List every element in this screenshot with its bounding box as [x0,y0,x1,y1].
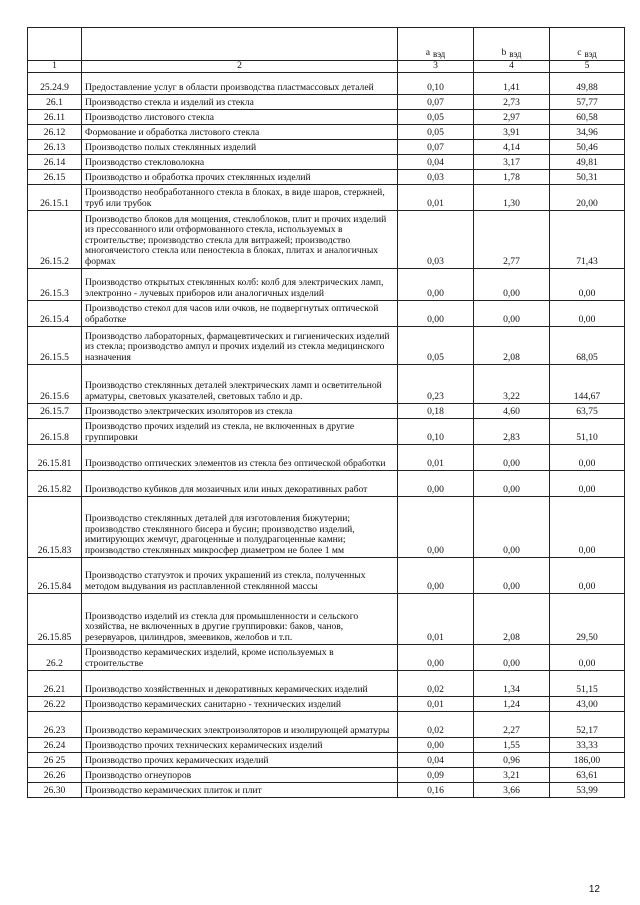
row-name: Производство статуэток и прочих украшений из стекла, полученных методом выдувания из расплавленной стеклянной массы [82,557,398,593]
row-c-value: 52,17 [550,711,625,737]
column-number: 5 [550,61,625,73]
row-b-value: 0,96 [474,752,550,767]
row-b-value: 1,30 [474,184,550,210]
row-name: Производство оптических элементов из стекла без оптической обработки [82,444,398,470]
row-a-value: 0,04 [398,154,474,169]
row-a-value: 0,02 [398,670,474,696]
table-body [28,72,625,797]
row-b-value: 4,60 [474,403,550,418]
row-a-value: 0,18 [398,403,474,418]
row-code: 26.15.4 [28,300,82,326]
row-a-value: 0,00 [398,268,474,300]
row-b-value: 2,73 [474,94,550,109]
row-c-value: 71,43 [550,210,625,268]
row-b-value: 0,00 [474,470,550,496]
table-row [28,169,625,184]
row-b-value: 2,08 [474,593,550,644]
row-b-value: 1,41 [474,72,550,94]
header-row [28,28,625,61]
row-name: Производство керамических плиток и плит [82,782,398,797]
row-a-value: 0,05 [398,326,474,364]
row-name: Производство необработанного стекла в блоках, в виде шаров, стержней, труб или трубок [82,184,398,210]
row-name: Производство огнеупоров [82,767,398,782]
row-name: Производство кубиков для мозаичных или иных декоративных работ [82,470,398,496]
row-c-value: 0,00 [550,444,625,470]
row-name: Производство листового стекла [82,109,398,124]
table-row [28,300,625,326]
row-code: 26.13 [28,139,82,154]
row-c-value: 186,00 [550,752,625,767]
row-b-value: 2,08 [474,326,550,364]
row-c-value: 49,88 [550,72,625,94]
row-name: Производство блоков для мощения, стеклоблоков, плит и прочих изделий из прессованного или отформованного стекла, используемых в строительстве; производство стекла для витражей; производство многоячеистого стекла или пеностекла в блоках, плитах и аналогичных формах [82,210,398,268]
row-c-value: 60,58 [550,109,625,124]
header-c-cell [550,28,625,61]
row-code: 26.22 [28,696,82,711]
row-code: 26.24 [28,737,82,752]
row-name: Производство керамических электроизоляторов и изолирующей арматуры [82,711,398,737]
row-b-value: 1,24 [474,696,550,711]
row-c-value: 57,77 [550,94,625,109]
row-b-value: 1,78 [474,169,550,184]
row-c-value: 20,00 [550,184,625,210]
header-b-label: b [501,47,507,59]
row-code: 26.11 [28,109,82,124]
table-row [28,364,625,403]
row-name: Производство полых стеклянных изделий [82,139,398,154]
row-b-value: 0,00 [474,300,550,326]
page-number: 12 [588,884,600,895]
row-a-value: 0,01 [398,696,474,711]
row-c-value: 0,00 [550,300,625,326]
row-c-value: 63,61 [550,767,625,782]
row-code: 26.15.85 [28,593,82,644]
row-b-value: 3,66 [474,782,550,797]
column-number: 4 [474,61,550,73]
row-a-value: 0,00 [398,300,474,326]
row-code: 26.15.8 [28,418,82,444]
row-code: 26 25 [28,752,82,767]
row-name: Производство стекла и изделий из стекла [82,94,398,109]
row-c-value: 43,00 [550,696,625,711]
row-name: Производство стеклянных деталей электрических ламп и осветительной арматуры, световых указателей, световых табло и др. [82,364,398,403]
row-code: 26.15 [28,169,82,184]
row-code: 26.1 [28,94,82,109]
header-c-subscript: вэд [584,49,597,60]
row-name: Производство стеклянных деталей для изготовления бижутерии; производство стеклянного бисера и бусин; производство изделий, имитирующих жемчуг, драгоценные и полудрагоценные камни; производство стеклянных микросфер диаметром не более 1 мм [82,496,398,557]
row-name: Производство хозяйственных и декоративных керамических изделий [82,670,398,696]
row-c-value: 29,50 [550,593,625,644]
row-name: Производство прочих технических керамических изделий [82,737,398,752]
row-name: Производство изделий из стекла для промышленности и сельского хозяйства, не включенных в другие группировки: баков, чанов, резервуаров, цилиндров, змеевиков, желобов и т.п. [82,593,398,644]
table-row [28,644,625,670]
row-name: Формование и обработка листового стекла [82,124,398,139]
table-row [28,593,625,644]
row-a-value: 0,10 [398,418,474,444]
table-row [28,711,625,737]
table-row [28,444,625,470]
row-b-value: 0,00 [474,268,550,300]
row-name: Производство прочих керамических изделий [82,752,398,767]
row-code: 26.15.84 [28,557,82,593]
row-name: Производство стекловолокна [82,154,398,169]
row-name: Производство электрических изоляторов из стекла [82,403,398,418]
row-c-value: 34,96 [550,124,625,139]
row-c-value: 50,31 [550,169,625,184]
row-a-value: 0,03 [398,210,474,268]
column-number: 1 [28,61,82,73]
row-a-value: 0,00 [398,644,474,670]
header-b-subscript: вэд [509,49,522,60]
row-name: Производство керамических санитарно - технических изделий [82,696,398,711]
table-row [28,752,625,767]
row-code: 26.30 [28,782,82,797]
row-c-value: 0,00 [550,470,625,496]
column-number-row [28,61,625,73]
row-c-value: 68,05 [550,326,625,364]
row-a-value: 0,07 [398,139,474,154]
row-code: 25.24.9 [28,72,82,94]
header-name-cell [82,28,398,61]
row-a-value: 0,05 [398,124,474,139]
row-a-value: 0,01 [398,444,474,470]
row-b-value: 2,97 [474,109,550,124]
row-c-value: 49,81 [550,154,625,169]
header-a-cell [398,28,474,61]
row-b-value: 3,22 [474,364,550,403]
row-a-value: 0,16 [398,782,474,797]
row-b-value: 3,91 [474,124,550,139]
table-row [28,557,625,593]
row-name: Производство стекол для часов или очков, не подвергнутых оптической обработке [82,300,398,326]
row-code: 26.15.7 [28,403,82,418]
row-c-value: 0,00 [550,268,625,300]
row-code: 26.12 [28,124,82,139]
column-number: 2 [82,61,398,73]
row-b-value: 2,83 [474,418,550,444]
row-code: 26.15.82 [28,470,82,496]
row-b-value: 2,27 [474,711,550,737]
table-row [28,154,625,169]
row-c-value: 53,99 [550,782,625,797]
row-a-value: 0,01 [398,184,474,210]
row-code: 26.15.6 [28,364,82,403]
row-code: 26.15.81 [28,444,82,470]
table-row [28,72,625,94]
row-name: Предоставление услуг в области производства пластмассовых деталей [82,72,398,94]
row-a-value: 0,09 [398,767,474,782]
row-a-value: 0,03 [398,169,474,184]
row-b-value: 2,77 [474,210,550,268]
row-a-value: 0,07 [398,94,474,109]
table-row [28,139,625,154]
table-row [28,418,625,444]
row-a-value: 0,05 [398,109,474,124]
table-row [28,670,625,696]
row-code: 26.15.3 [28,268,82,300]
row-a-value: 0,00 [398,496,474,557]
table-row [28,496,625,557]
table-row [28,268,625,300]
table-row [28,326,625,364]
table-row [28,94,625,109]
row-a-value: 0,00 [398,737,474,752]
table-row [28,470,625,496]
header-a-subscript: вэд [433,49,446,60]
row-b-value: 3,17 [474,154,550,169]
table-row [28,767,625,782]
row-b-value: 4,14 [474,139,550,154]
row-c-value: 0,00 [550,557,625,593]
row-a-value: 0,00 [398,470,474,496]
table-row [28,696,625,711]
row-b-value: 0,00 [474,496,550,557]
row-code: 26.15.1 [28,184,82,210]
row-c-value: 51,15 [550,670,625,696]
row-b-value: 0,00 [474,444,550,470]
table-row [28,782,625,797]
table-row [28,737,625,752]
row-a-value: 0,02 [398,711,474,737]
row-name: Производство прочих изделий из стекла, не включенных в другие группировки [82,418,398,444]
table-row [28,403,625,418]
row-code: 26.15.2 [28,210,82,268]
row-code: 26.26 [28,767,82,782]
row-name: Производство и обработка прочих стеклянных изделий [82,169,398,184]
row-a-value: 0,10 [398,72,474,94]
row-a-value: 0,04 [398,752,474,767]
row-c-value: 0,00 [550,644,625,670]
row-c-value: 50,46 [550,139,625,154]
row-name: Производство лабораторных, фармацевтических и гигиенических изделий из стекла; производство ампул и прочих изделий из стекла медицинского назначения [82,326,398,364]
row-code: 26.15.83 [28,496,82,557]
row-b-value: 1,34 [474,670,550,696]
row-b-value: 3,21 [474,767,550,782]
row-a-value: 0,00 [398,557,474,593]
row-b-value: 0,00 [474,644,550,670]
table-row [28,124,625,139]
header-code-cell [28,28,82,61]
row-c-value: 0,00 [550,496,625,557]
header-b-cell [474,28,550,61]
row-c-value: 144,67 [550,364,625,403]
row-b-value: 1,55 [474,737,550,752]
row-code: 26.15.5 [28,326,82,364]
row-code: 26.21 [28,670,82,696]
table-row [28,109,625,124]
row-code: 26.14 [28,154,82,169]
row-code: 26.2 [28,644,82,670]
header-c-label: c [577,47,582,59]
row-a-value: 0,23 [398,364,474,403]
table-row [28,184,625,210]
row-c-value: 33,33 [550,737,625,752]
row-c-value: 51,10 [550,418,625,444]
table-row [28,210,625,268]
row-b-value: 0,00 [474,557,550,593]
header-a-label: a [425,47,431,59]
row-name: Производство открытых стеклянных колб: колб для электрических ламп, электронно - лучевых приборов или аналогичных изделий [82,268,398,300]
row-code: 26.23 [28,711,82,737]
row-a-value: 0,01 [398,593,474,644]
row-name: Производство керамических изделий, кроме используемых в строительстве [82,644,398,670]
column-number: 3 [398,61,474,73]
coefficients-table [27,27,625,798]
row-c-value: 63,75 [550,403,625,418]
